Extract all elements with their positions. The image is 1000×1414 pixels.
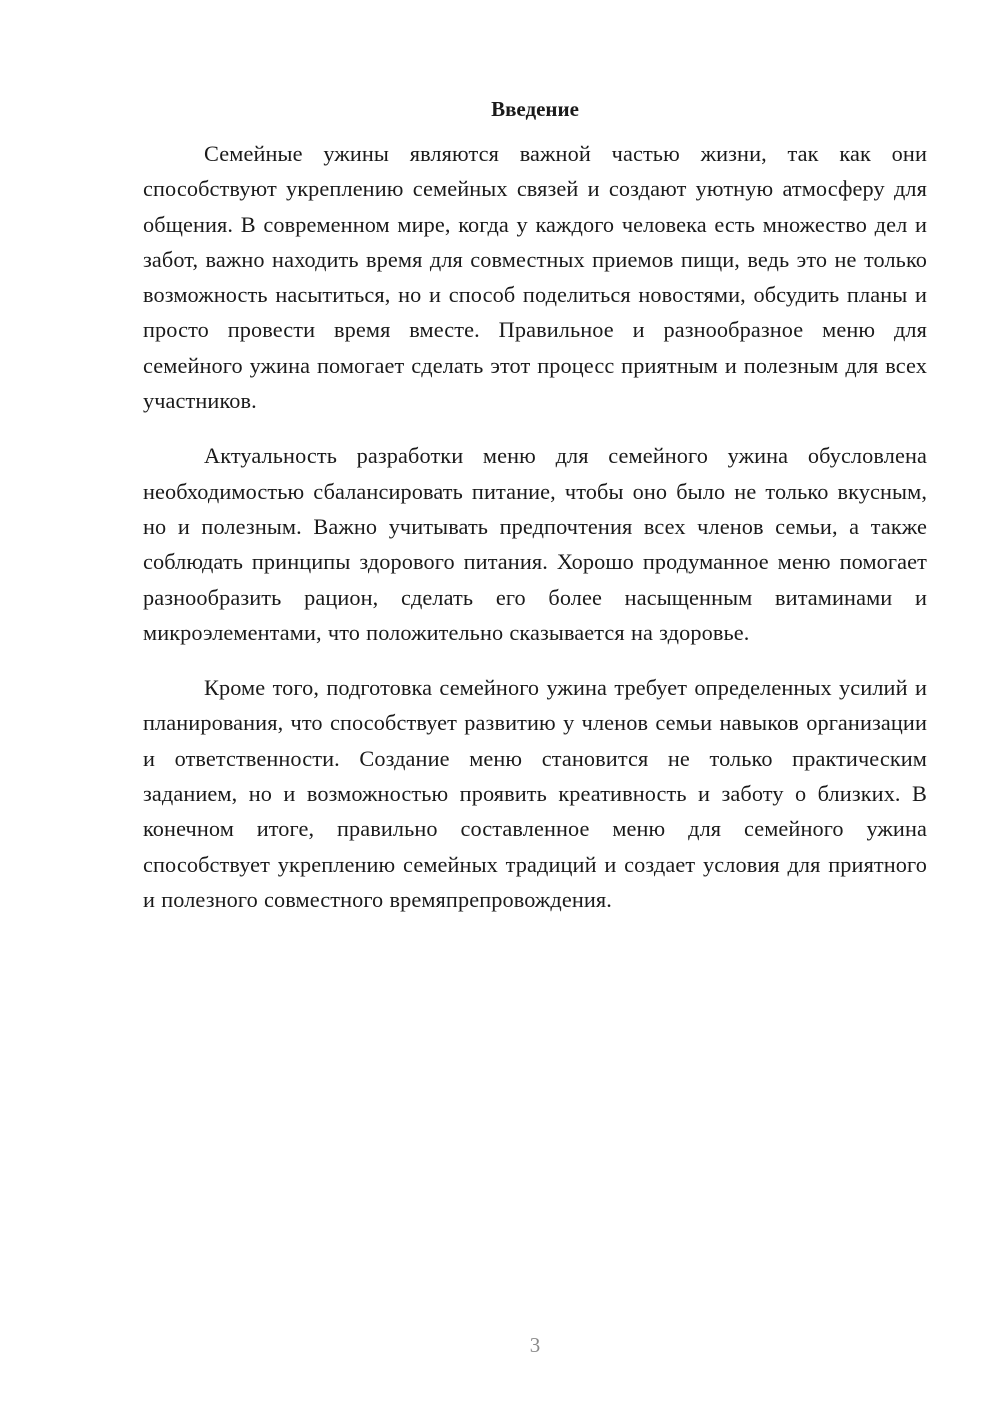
paragraph-3: Кроме того, подготовка семейного ужина требует определенных усилий и планирования, что способствует развитию у членов семьи навыков организации и ответственности. Создание меню становится не только практическим заданием, но и возможностью проявить креативность и заботу о близких. В конечном итоге, правильно составленное меню для семейного ужина способствует укреплению семейных традиций и создает условия для приятного и полезного совместного времяпрепровождения. [143,675,927,912]
document-body [143,96,927,937]
paragraph-1: Семейные ужины являются важной частью жизни, так как они способствуют укреплению семейных связей и создают уютную атмосферу для общения. В современном мире, когда у каждого человека есть множество дел и забот, важно находить время для совместных приемов пищи, ведь это не только возможность насытиться, но и способ поделиться новостями, обсудить планы и просто провести время вместе. Правильное и разнообразное меню для семейного ужина помогает сделать этот процесс приятным и полезным для всех участников. [143,141,927,414]
section-title: Введение [491,97,579,121]
paragraph-2: Актуальность разработки меню для семейного ужина обусловлена необходимостью сбалансировать питание, чтобы оно было не только вкусным, но и полезным. Важно учитывать предпочтения всех членов семьи, а также соблюдать принципы здорового питания. Хорошо продуманное меню помогает разнообразить рацион, сделать его более насыщенным витаминами и микроэлементами, что положительно сказывается на здоровье. [143,443,927,645]
page-number: 3 [529,1333,541,1357]
